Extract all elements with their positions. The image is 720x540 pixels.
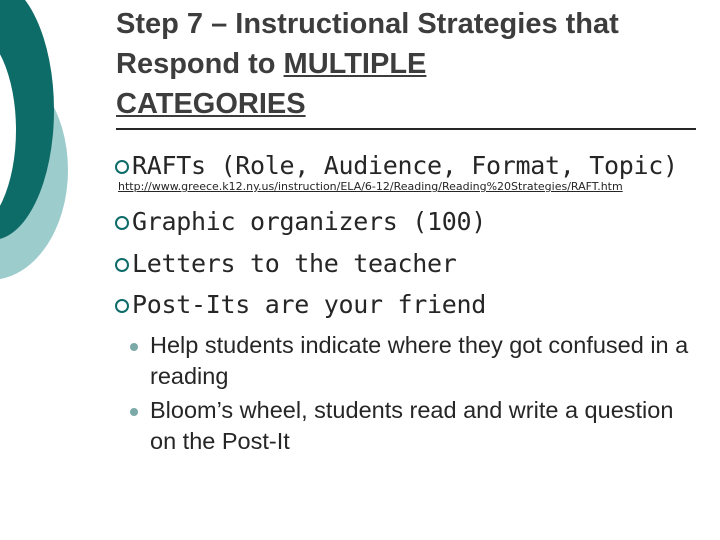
title-categories: CATEGORIES (116, 88, 306, 120)
bullet-ring-icon (115, 299, 129, 313)
title-multiple: MULTIPLE (283, 48, 427, 80)
sub-bullet-text: Help students indicate where they got confused in a reading (150, 332, 689, 389)
slide-title (116, 4, 696, 130)
title-line-2 (116, 44, 696, 84)
title-line-1: Step 7 – Instructional Strategies that (116, 8, 619, 40)
decorative-circles (0, 0, 110, 300)
sub-bullet-dot-icon (130, 343, 138, 351)
raft-link[interactable]: http://www.greece.k12.ny.us/instruction/ELA/6-12/Reading/Reading%20Strategies/RAFT.htm (118, 180, 623, 193)
title-line-2-prefix: Respond to (116, 48, 284, 80)
bullet-ring-icon (115, 216, 129, 230)
bullet-text: Post-Its are your friend (132, 290, 487, 319)
bullet-text: Letters to the teacher (132, 249, 457, 278)
sub-bullet-text: Bloom’s wheel, students read and write a question on the Post-It (150, 397, 674, 454)
bullet-text: Graphic organizers (100) (132, 207, 487, 236)
bullet-text: RAFTs (Role, Audience, Format, Topic) (132, 151, 678, 180)
sub-bullet-help-students (130, 330, 690, 394)
sub-bullet-dot-icon (130, 408, 138, 416)
bullet-ring-icon (115, 258, 129, 272)
bullet-ring-icon (115, 160, 129, 174)
sub-bullet-blooms-wheel (130, 395, 690, 459)
title-line-3 (116, 84, 696, 124)
